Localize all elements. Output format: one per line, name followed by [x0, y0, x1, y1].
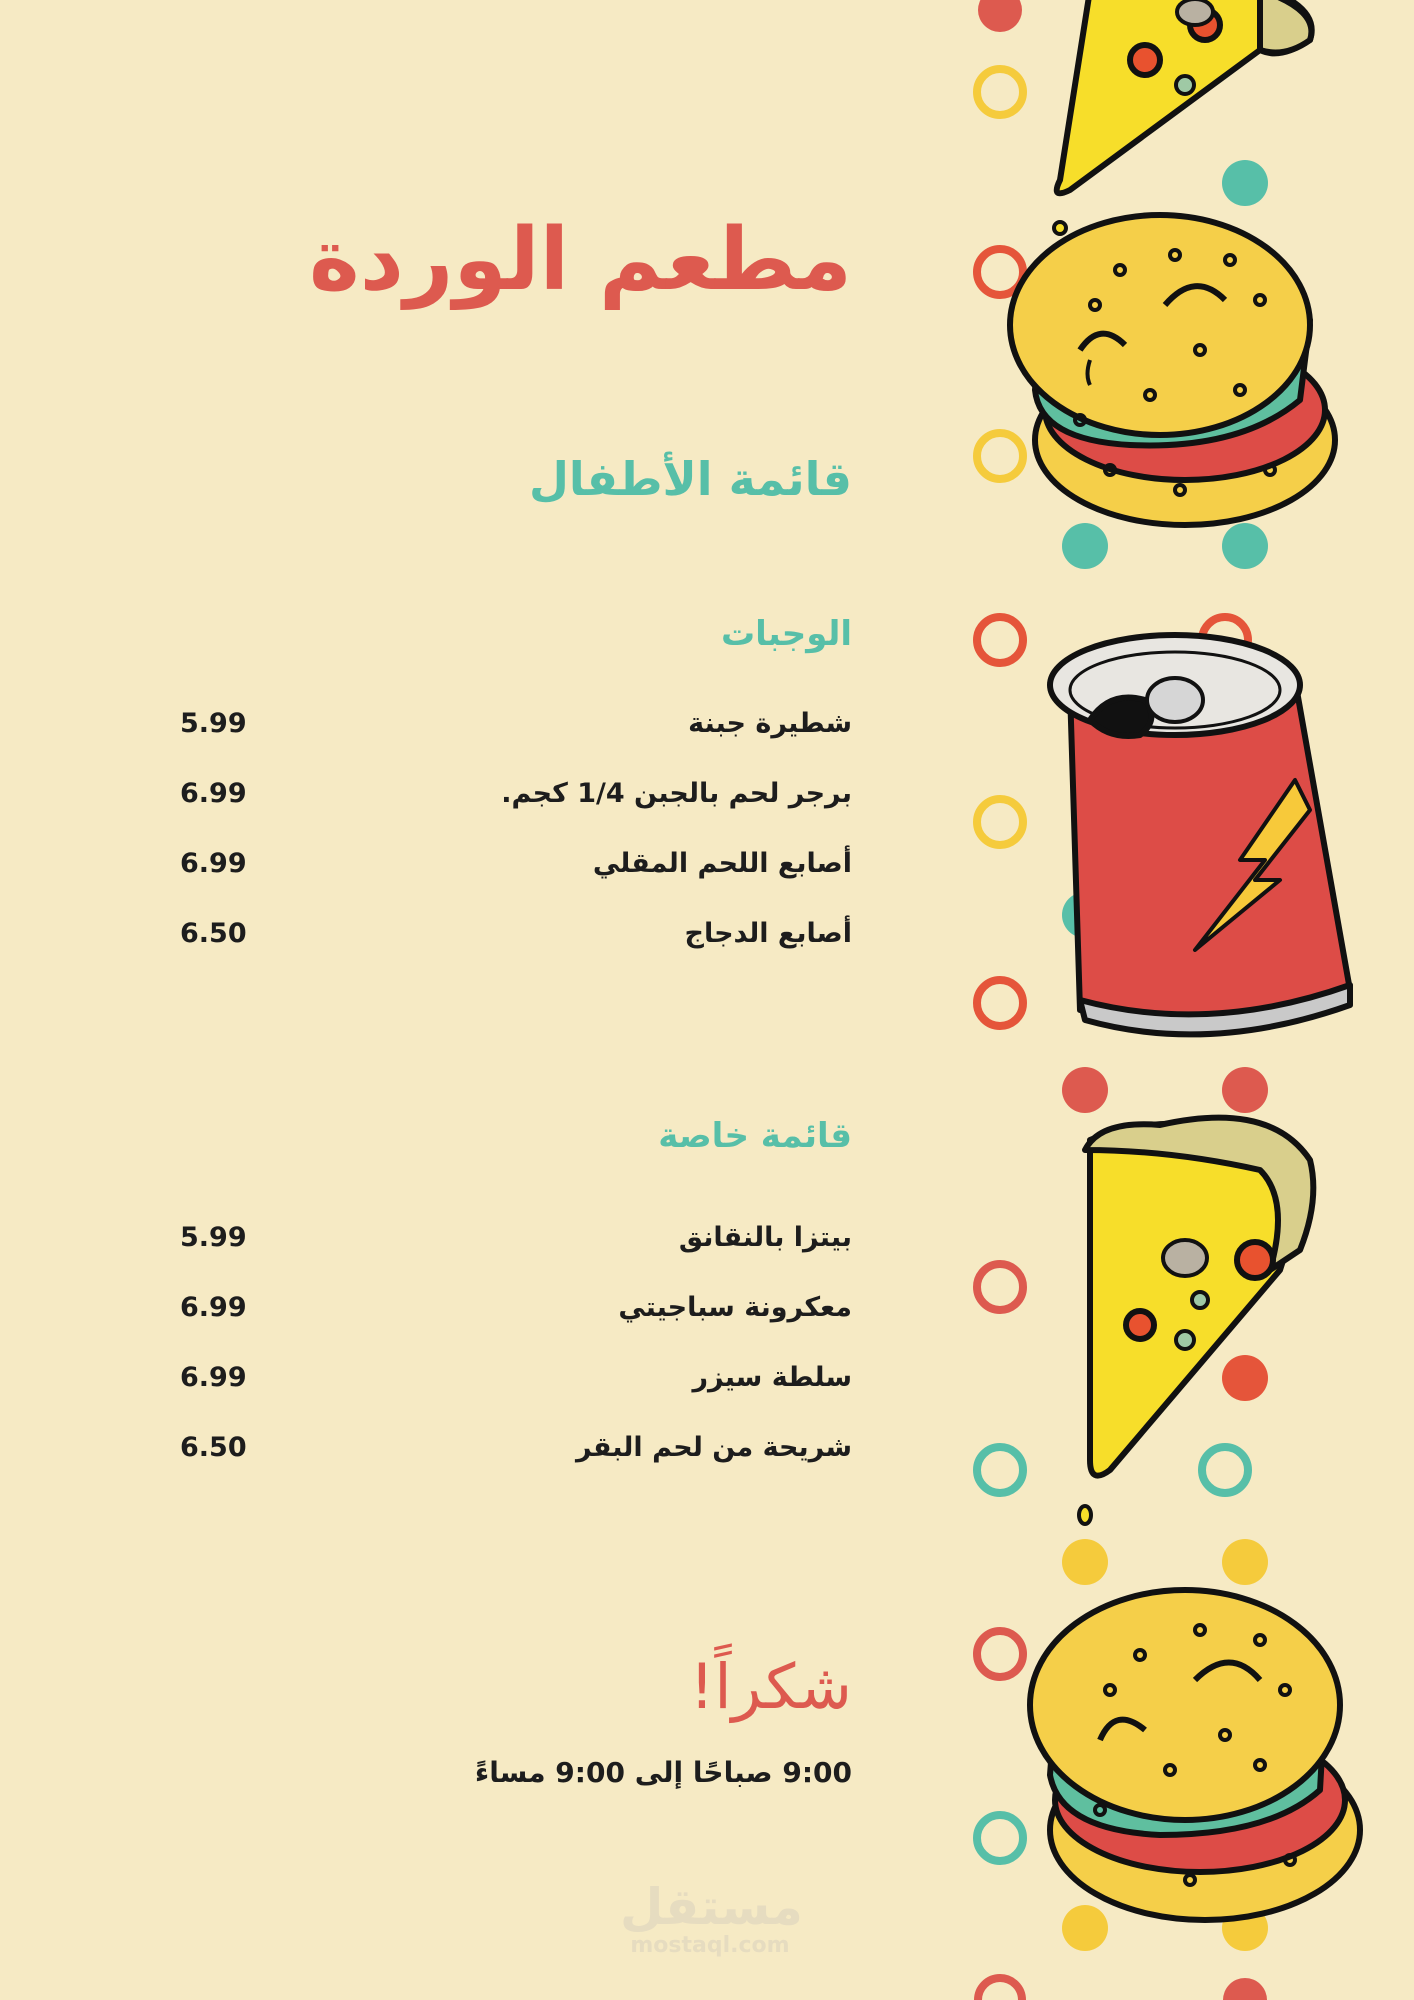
- item-price: 6.99: [180, 1292, 247, 1323]
- item-price: 6.50: [180, 918, 247, 949]
- pizza-slice-icon: [1079, 1118, 1313, 1524]
- burger-icon: [1010, 215, 1335, 525]
- item-price: 6.99: [180, 848, 247, 879]
- item-name: سلطة سيزر: [692, 1362, 852, 1393]
- menu-item: [180, 848, 852, 888]
- item-price: 5.99: [180, 1222, 247, 1253]
- menu-item: [180, 1292, 852, 1332]
- item-name: أصابع الدجاج: [684, 918, 852, 949]
- item-price: 6.99: [180, 1362, 247, 1393]
- opening-hours: 9:00 صباحًا إلى 9:00 مساءً: [474, 1756, 852, 1789]
- section-title-special: قائمة خاصة: [658, 1116, 852, 1156]
- item-name: بيتزا بالنقانق: [678, 1222, 852, 1253]
- item-name: معكرونة سباجيتي: [618, 1292, 852, 1323]
- menu-item: [180, 918, 852, 958]
- menu-item: [180, 1362, 852, 1402]
- item-name: شريحة من لحم البقر: [576, 1432, 852, 1463]
- watermark: [620, 1878, 803, 1958]
- item-name: أصابع اللحم المقلي: [592, 848, 852, 879]
- thanks-text: شكراً!: [689, 1650, 852, 1723]
- item-price: 5.99: [180, 708, 247, 739]
- watermark-arabic: مستقل: [620, 1878, 803, 1936]
- restaurant-name: مطعم الوردة: [308, 210, 852, 310]
- soda-can-icon: [1050, 635, 1350, 1034]
- item-name: شطيرة جبنة: [688, 708, 852, 739]
- item-price: 6.99: [180, 778, 247, 809]
- menu-item: [180, 1222, 852, 1262]
- pizza-slice-icon: [1057, 0, 1312, 193]
- menu-item: [180, 778, 852, 818]
- section-title-meals: الوجبات: [720, 614, 852, 654]
- item-name: برجر لحم بالجبن 1/4 كجم.: [501, 778, 852, 809]
- burger-icon: [1030, 1590, 1360, 1920]
- food-illustration-column: [940, 0, 1414, 2000]
- menu-item: [180, 708, 852, 748]
- menu-item: [180, 1432, 852, 1472]
- watermark-latin: mostaql.com: [630, 1933, 790, 1958]
- item-price: 6.50: [180, 1432, 247, 1463]
- menu-title: قائمة الأطفال: [528, 452, 852, 506]
